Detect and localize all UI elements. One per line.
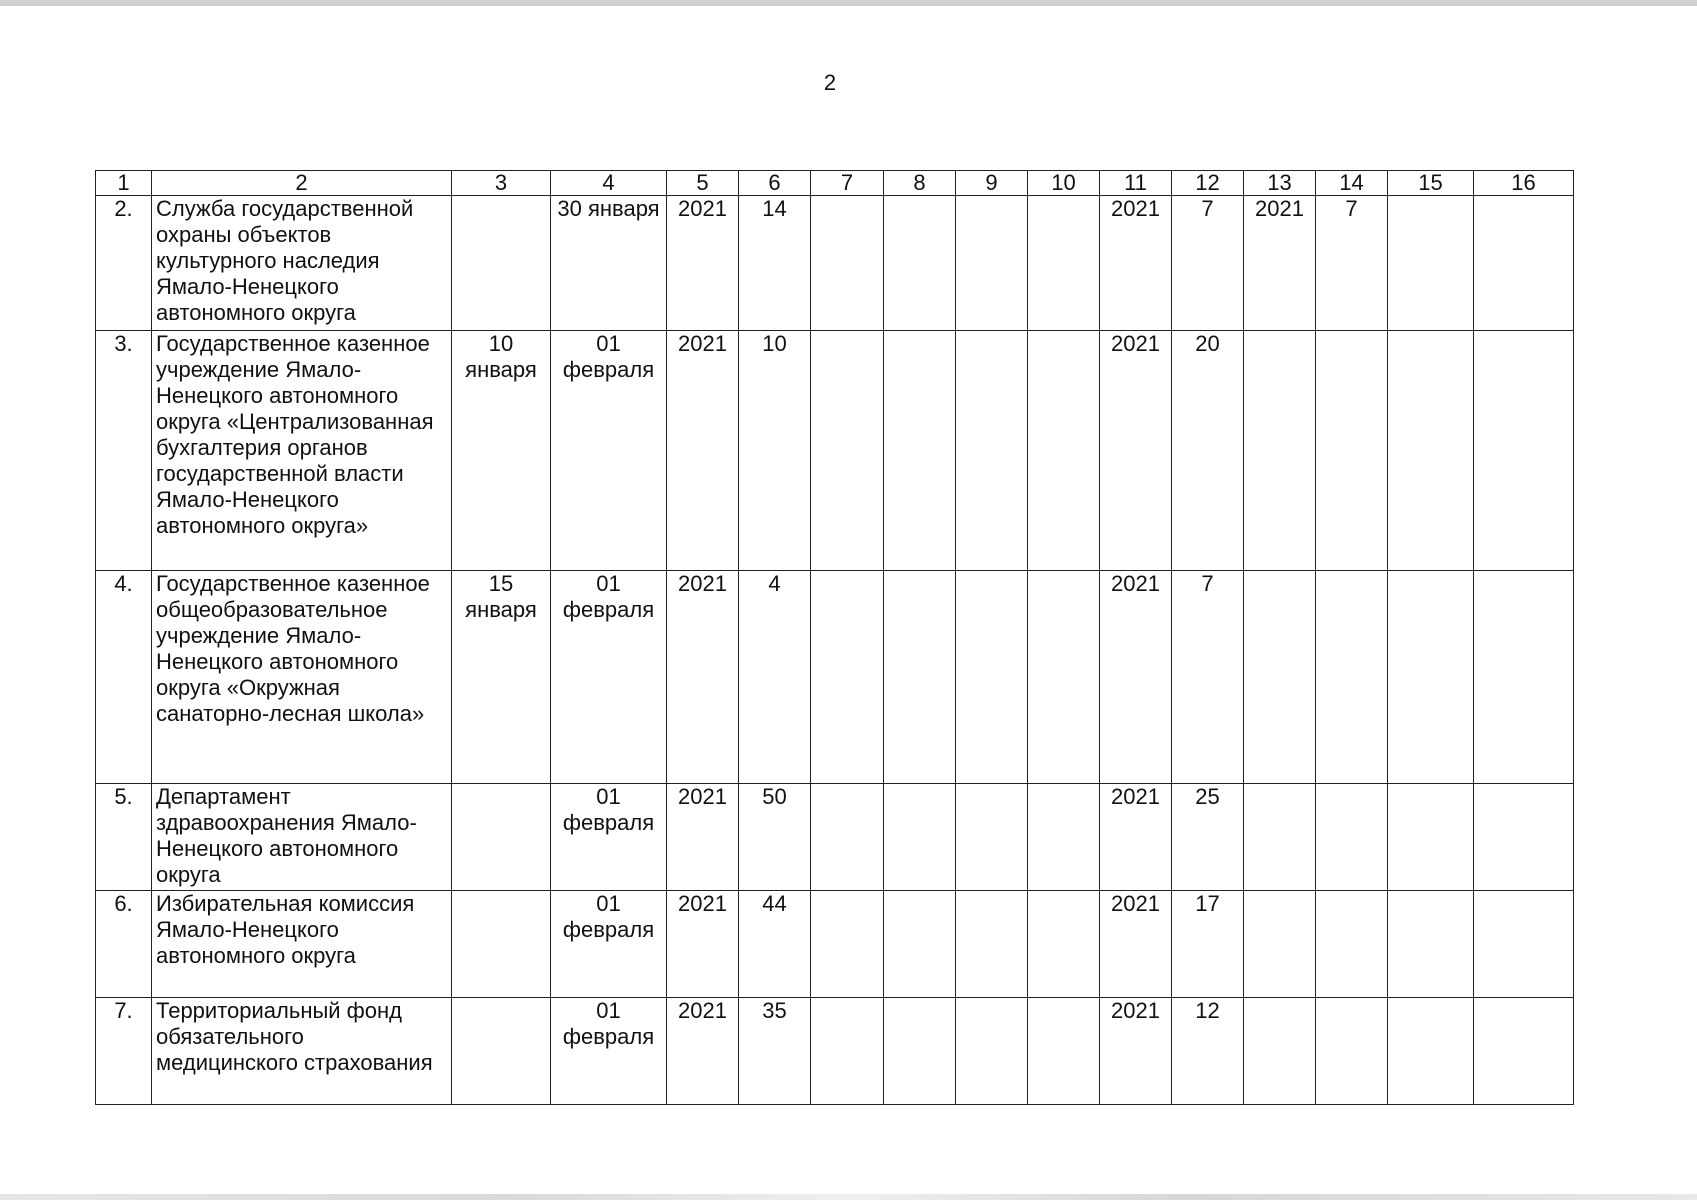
- table-cell: [1028, 571, 1100, 784]
- scan-edge-top: [0, 0, 1697, 6]
- organization-name: Избирательная комиссия Ямало-Ненецкого автономного округа: [152, 891, 452, 998]
- column-header: 5: [667, 171, 739, 196]
- table-cell: 25: [1172, 784, 1244, 891]
- table-cell: [811, 571, 884, 784]
- table-cell: 20: [1172, 331, 1244, 571]
- organization-name: Департамент здравоохранения Ямало-Ненецкого автономного округа: [152, 784, 452, 891]
- table-cell: 2021: [667, 891, 739, 998]
- table-cell: 2021: [667, 784, 739, 891]
- organization-name: Территориальный фонд обязательного медицинского страхования: [152, 998, 452, 1105]
- table-cell: [1316, 784, 1388, 891]
- table-cell: 10 января: [452, 331, 551, 571]
- column-header: 8: [884, 171, 956, 196]
- table-cell: 2021: [667, 196, 739, 331]
- table-cell: [811, 196, 884, 331]
- table-cell: [1244, 571, 1316, 784]
- column-header: 14: [1316, 171, 1388, 196]
- table-cell: [1316, 571, 1388, 784]
- table-cell: 7: [1172, 571, 1244, 784]
- table-row: [96, 784, 1574, 891]
- table-cell: 12: [1172, 998, 1244, 1105]
- table-cell: [811, 998, 884, 1105]
- table-cell: [1474, 784, 1574, 891]
- table-row: [96, 891, 1574, 998]
- table-cell: 30 января: [551, 196, 667, 331]
- table-cell: [884, 998, 956, 1105]
- table-cell: [1244, 331, 1316, 571]
- table-cell: [1244, 784, 1316, 891]
- table-cell: 44: [739, 891, 811, 998]
- table-row: [96, 571, 1574, 784]
- table-cell: [1244, 891, 1316, 998]
- table-cell: [1028, 998, 1100, 1105]
- table-row: [96, 998, 1574, 1105]
- column-header: 10: [1028, 171, 1100, 196]
- table-cell: 4: [739, 571, 811, 784]
- table-cell: 50: [739, 784, 811, 891]
- column-header: 4: [551, 171, 667, 196]
- table-cell: 2021: [1100, 891, 1172, 998]
- table-cell: [884, 196, 956, 331]
- table-cell: [1028, 891, 1100, 998]
- column-header: 1: [96, 171, 152, 196]
- column-header: 13: [1244, 171, 1316, 196]
- header-row: [96, 171, 1574, 196]
- table-cell: 14: [739, 196, 811, 331]
- table-cell: [452, 196, 551, 331]
- table-cell: [811, 784, 884, 891]
- table-cell: [956, 331, 1028, 571]
- row-number: 2.: [96, 196, 152, 331]
- table-cell: [1474, 998, 1574, 1105]
- table-cell: [1474, 891, 1574, 998]
- table-cell: [452, 784, 551, 891]
- column-header: 12: [1172, 171, 1244, 196]
- column-header: 2: [152, 171, 452, 196]
- table-cell: [1388, 998, 1474, 1105]
- organization-name: Государственное казенное учреждение Ямало-Ненецкого автономного округа «Централизованная бухгалтерия органов государственной власти Ямало-Ненецкого автономного округа»: [152, 331, 452, 571]
- table-cell: 2021: [667, 571, 739, 784]
- row-number: 6.: [96, 891, 152, 998]
- table-cell: [1388, 784, 1474, 891]
- column-header: 7: [811, 171, 884, 196]
- table-cell: [884, 331, 956, 571]
- organization-name: Государственное казенное общеобразовательное учреждение Ямало-Ненецкого автономного округа «Окружная санаторно-лесная школа»: [152, 571, 452, 784]
- row-number: 7.: [96, 998, 152, 1105]
- table-cell: [1316, 998, 1388, 1105]
- table-cell: [1388, 331, 1474, 571]
- page-number: 2: [823, 70, 837, 95]
- column-header: 9: [956, 171, 1028, 196]
- table-cell: [956, 998, 1028, 1105]
- table-cell: 01 февраля: [551, 571, 667, 784]
- column-header: 15: [1388, 171, 1474, 196]
- row-number: 3.: [96, 331, 152, 571]
- table-cell: [1388, 891, 1474, 998]
- table-row: [96, 331, 1574, 571]
- column-header: 6: [739, 171, 811, 196]
- table-cell: [1028, 331, 1100, 571]
- schedule-table: [95, 170, 1574, 1105]
- table-cell: 2021: [1100, 196, 1172, 331]
- table-cell: 2021: [667, 331, 739, 571]
- table-cell: [811, 891, 884, 998]
- table-cell: [1028, 196, 1100, 331]
- table-cell: [1388, 196, 1474, 331]
- table-cell: [956, 784, 1028, 891]
- table-cell: [956, 196, 1028, 331]
- table-cell: [1388, 571, 1474, 784]
- table-cell: [1244, 998, 1316, 1105]
- table-cell: [1474, 196, 1574, 331]
- table-row: [96, 196, 1574, 331]
- table-cell: 01 февраля: [551, 998, 667, 1105]
- table-cell: 2021: [1244, 196, 1316, 331]
- table-cell: [884, 784, 956, 891]
- table-cell: [1316, 891, 1388, 998]
- column-header: 11: [1100, 171, 1172, 196]
- scan-edge-bottom: [0, 1194, 1697, 1200]
- table-cell: 2021: [1100, 784, 1172, 891]
- table-cell: 2021: [1100, 571, 1172, 784]
- table-cell: 15 января: [452, 571, 551, 784]
- table-cell: [884, 891, 956, 998]
- column-header: 16: [1474, 171, 1574, 196]
- table-cell: 2021: [667, 998, 739, 1105]
- table-cell: 2021: [1100, 998, 1172, 1105]
- row-number: 5.: [96, 784, 152, 891]
- table-cell: 35: [739, 998, 811, 1105]
- table-cell: [956, 571, 1028, 784]
- table-cell: [1028, 784, 1100, 891]
- table-cell: 17: [1172, 891, 1244, 998]
- column-header: 3: [452, 171, 551, 196]
- table-cell: 01 февраля: [551, 331, 667, 571]
- table-cell: [1316, 331, 1388, 571]
- organization-name: Служба государственной охраны объектов культурного наследия Ямало-Ненецкого автономного округа: [152, 196, 452, 331]
- table-cell: [1474, 331, 1574, 571]
- table-cell: [1474, 571, 1574, 784]
- table-cell: 7: [1172, 196, 1244, 331]
- table-cell: [452, 891, 551, 998]
- table-cell: 10: [739, 331, 811, 571]
- table-cell: [811, 331, 884, 571]
- table-cell: [452, 998, 551, 1105]
- row-number: 4.: [96, 571, 152, 784]
- table-cell: 7: [1316, 196, 1388, 331]
- table-cell: 01 февраля: [551, 891, 667, 998]
- table-cell: 01 февраля: [551, 784, 667, 891]
- table-cell: [884, 571, 956, 784]
- table-cell: [956, 891, 1028, 998]
- table-cell: 2021: [1100, 331, 1172, 571]
